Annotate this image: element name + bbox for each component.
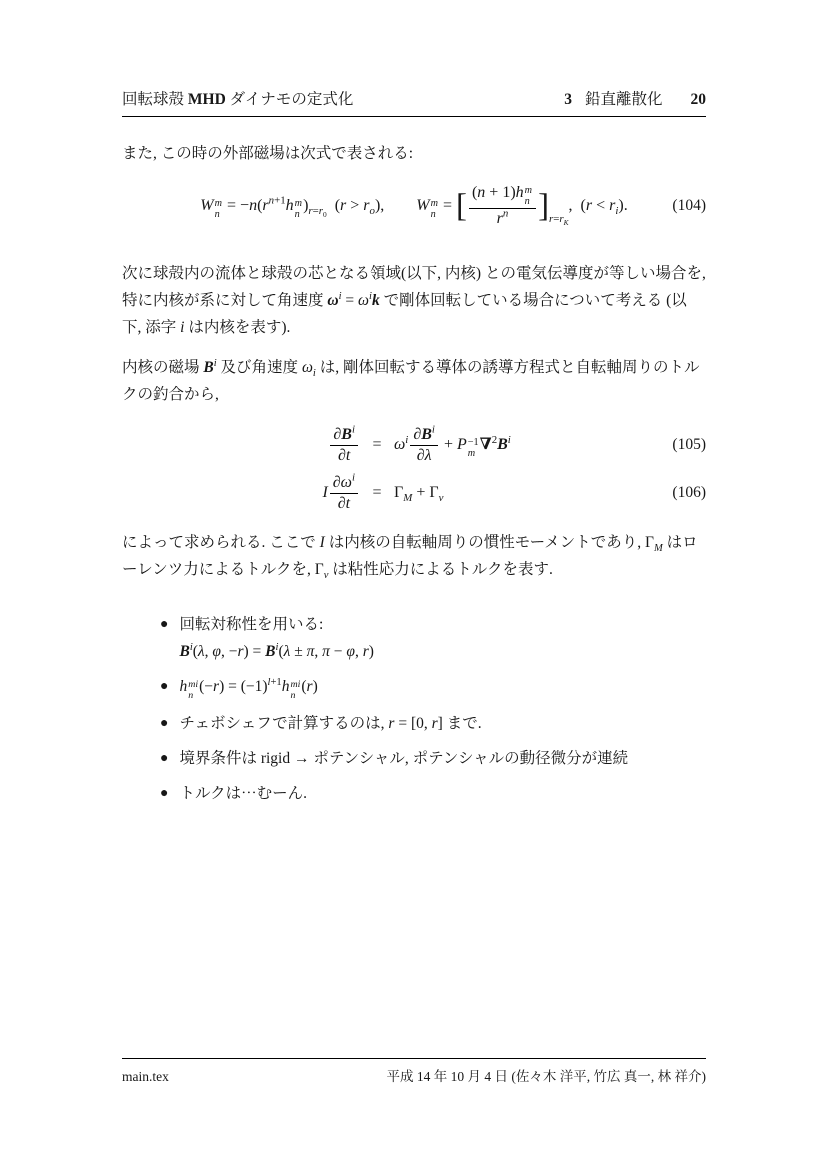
bullet-list <box>122 611 706 807</box>
bullet-icon: ● <box>160 715 169 731</box>
equation-array <box>122 421 706 517</box>
equation-106 <box>122 469 706 517</box>
header-page-number: 20 <box>690 91 706 108</box>
equals-sign: = <box>372 483 382 501</box>
paragraph-induction-torque-balance: 内核の磁場 $B^i$ 及び角速度 $\omega_i$ は, 剛体回転する導体の誘導方程式と自転軸周りのトルクの釣合から, <box>122 357 700 403</box>
bullet-icon: ● <box>160 679 169 694</box>
header-document-title: 回転球殻 MHD ダイナモの定式化 <box>122 91 354 108</box>
bullet-item-torque-note <box>160 780 706 807</box>
page-header <box>122 87 706 117</box>
bullet-icon: ● <box>160 785 169 801</box>
equation-105 <box>122 421 706 469</box>
bullet-icon: ● <box>160 617 169 632</box>
paragraph-inner-core-conductivity: 次に球殻内の流体と球殻の芯となる領域(以下, 内核) との電気伝導度が等しい場合を, 特に内核が系に対して角速度 $\omega^i = \omega^ik$ で剛体回転している場合について考える (以下, 添字 i は内核を表す). <box>122 265 706 336</box>
equation-104 <box>122 180 706 232</box>
paragraph-external-field-intro: また, この時の外部磁場は次式で表される: <box>122 145 414 162</box>
equation-106-lhs: I $\frac{\partial\omega^i}{\partial t}$ <box>122 474 360 513</box>
bullet-item-boundary-condition <box>160 745 706 772</box>
bullet-text: チェボシェフで計算するのは, r = [0, r] まで. <box>179 714 482 732</box>
equation-104-body: W m n = $-n(r^{n+1}h$ m n )$_{r=r_0}$ $(r > r_o)$, W m n = [ (n + 1)h m n $r^n$ ]$_{r=r_K}$, $(r < r_i)$. <box>200 183 628 228</box>
equation-104-number: (104) <box>672 196 706 214</box>
equation-106-rhs: $\Gamma_M + \Gamma_\nu$ <box>394 483 444 504</box>
header-section-number: 3 <box>564 91 572 108</box>
bullet-text: トルクは⋯むーん. <box>179 784 308 802</box>
footer-date-authors: 平成 14 年 10 月 4 日 (佐々木 洋平, 竹広 真一, 林 祥介) <box>386 1069 706 1084</box>
header-section-title: 鉛直離散化 <box>584 91 663 108</box>
bullet-icon: ● <box>160 750 169 766</box>
paragraph-moment-of-inertia: によって求められる. ここで I は内核の自転軸周りの慣性モーメントであり, $\Gamma_M$ はローレンツ力によるトルクを, $\Gamma_\nu$ は粘性応力によるトルクを表す. <box>122 534 698 582</box>
page-footer <box>122 1058 706 1085</box>
header-section-info <box>564 87 706 109</box>
page-body <box>122 140 706 815</box>
equals-sign: = <box>372 435 382 453</box>
bullet-item-chebyshev-range <box>160 710 706 737</box>
bullet-item-parity-relation <box>160 673 706 702</box>
equation-105-lhs: $\frac{\partial B^i}{\partial t}$ <box>122 426 360 465</box>
footer-filename: main.tex <box>122 1069 169 1084</box>
equation-105-rhs: $\omega^i$ $\frac{\partial B^i}{\partial\lambda}$ + P −1 m $\nabla^2B^i$ <box>394 423 511 464</box>
bullet-text: 回転対称性を用いる: $B^i(\lambda$, φ, $-r) = B^i(\lambda \pm \pi$, π − φ, r) <box>179 616 374 660</box>
bullet-text: 境界条件は rigid → ポテンシャル, ポテンシャルの動径微分が連続 <box>179 749 629 767</box>
bullet-item-rotational-symmetry <box>160 611 706 665</box>
equation-105-number: (105) <box>672 435 706 453</box>
equation-106-number: (106) <box>672 483 706 501</box>
bullet-text: h mi n $(-r) = (-1)^{l+1}h$ mi n (r) <box>179 676 318 701</box>
